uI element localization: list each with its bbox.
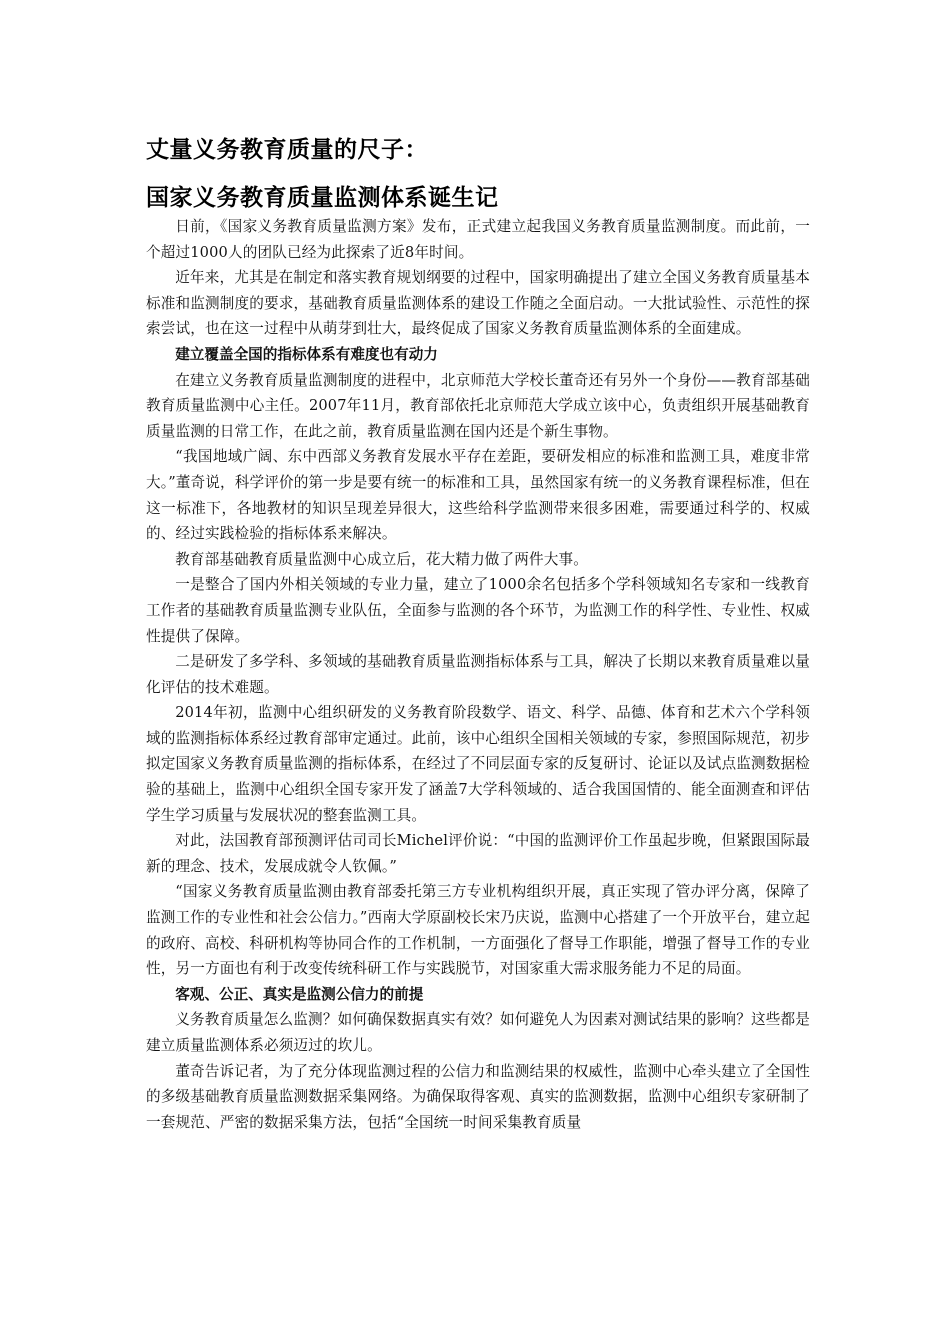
- body-paragraph: 2014年初，监测中心组织研发的义务教育阶段数学、语文、科学、品德、体育和艺术六个学科领域的监测指标体系经过教育部审定通过。此前，该中心组织全国相关领域的专家，参照国际规范，初步拟定国家义务教育质量监测的指标体系，在经过了不同层面专家的反复研讨、论证以及试点监测数据检验的基础上，监测中心组织全国专家开发了涵盖7大学科领域的、适合我国国情的、能全面测查和评估学生学习质量与发展状况的整套监测工具。: [146, 704, 810, 824]
- body-paragraph: 对此，法国教育部预测评估司司长Michel评价说：“中国的监测评价工作虽起步晚，但紧跟国际最新的理念、技术，发展成就令人钦佩。”: [146, 832, 810, 875]
- document-page: [146, 130, 810, 1135]
- body-paragraph: “国家义务教育质量监测由教育部委托第三方专业机构组织开展，真正实现了管办评分离，保障了监测工作的专业性和社会公信力。”西南大学原副校长宋乃庆说，监测中心搭建了一个开放平台，建立起的政府、高校、科研机构等协同合作的工作机制，一方面强化了督导工作职能，增强了督导工作的专业性，另一方面也有利于改变传统科研工作与实践脱节，对国家重大需求服务能力不足的局面。: [146, 883, 810, 978]
- article-title-line-1: 丈量义务教育质量的尺子：: [146, 137, 428, 163]
- body-paragraph: “我国地域广阔、东中西部义务教育发展水平存在差距，要研发相应的标准和监测工具，难度非常大。”董奇说，科学评价的第一步是要有统一的标准和工具，虽然国家有统一的义务教育课程标准，但在这一标准下，各地教材的知识呈现差异很大，这些给科学监测带来很多困难，需要通过科学的、权威的、经过实践检验的指标体系来解决。: [146, 448, 810, 543]
- body-paragraph: 教育部基础教育质量监测中心成立后，花大精力做了两件大事。: [175, 550, 589, 568]
- section-heading: 建立覆盖全国的指标体系有难度也有动力: [175, 345, 438, 363]
- body-paragraph: 近年来，尤其是在制定和落实教育规划纲要的过程中，国家明确提出了建立全国义务教育质量基本标准和监测制度的要求，基础教育质量监测体系的建设工作随之全面启动。一大批试验性、示范性的探索尝试，也在这一过程中从萌芽到壮大，最终促成了国家义务教育质量监测体系的全面建成。: [146, 269, 810, 338]
- body-paragraph: 日前，《国家义务教育质量监测方案》发布，正式建立起我国义务教育质量监测制度。而此前，一个超过1000人的团队已经为此探索了近8年时间。: [146, 218, 810, 261]
- article-title-line-2: 国家义务教育质量监测体系诞生记: [146, 185, 499, 211]
- body-paragraph: 一是整合了国内外相关领域的专业力量，建立了1000余名包括多个学科领域知名专家和一线教育工作者的基础教育质量监测专业队伍，全面参与监测的各个环节，为监测工作的科学性、专业性、权威性提供了保障。: [146, 576, 810, 645]
- body-paragraph: 董奇告诉记者，为了充分体现监测过程的公信力和监测结果的权威性，监测中心牵头建立了全国性的多级基础教育质量监测数据采集网络。为确保取得客观、真实的监测数据，监测中心组织专家研制了一套规范、严密的数据采集方法，包括“全国统一时间采集教育质量: [146, 1062, 810, 1131]
- article-body: [146, 214, 810, 1135]
- body-paragraph: 二是研发了多学科、多领域的基础教育质量监测指标体系与工具，解决了长期以来教育质量难以量化评估的技术难题。: [146, 653, 810, 696]
- body-paragraph: 义务教育质量怎么监测？如何确保数据真实有效？如何避免人为因素对测试结果的影响？这些都是建立质量监测体系必须迈过的坎儿。: [146, 1011, 810, 1054]
- body-paragraph: 在建立义务教育质量监测制度的进程中，北京师范大学校长董奇还有另外一个身份——教育部基础教育质量监测中心主任。2007年11月，教育部依托北京师范大学成立该中心，负责组织开展基础教育质量监测的日常工作，在此之前，教育质量监测在国内还是个新生事物。: [146, 371, 810, 440]
- section-heading: 客观、公正、真实是监测公信力的前提: [175, 985, 424, 1003]
